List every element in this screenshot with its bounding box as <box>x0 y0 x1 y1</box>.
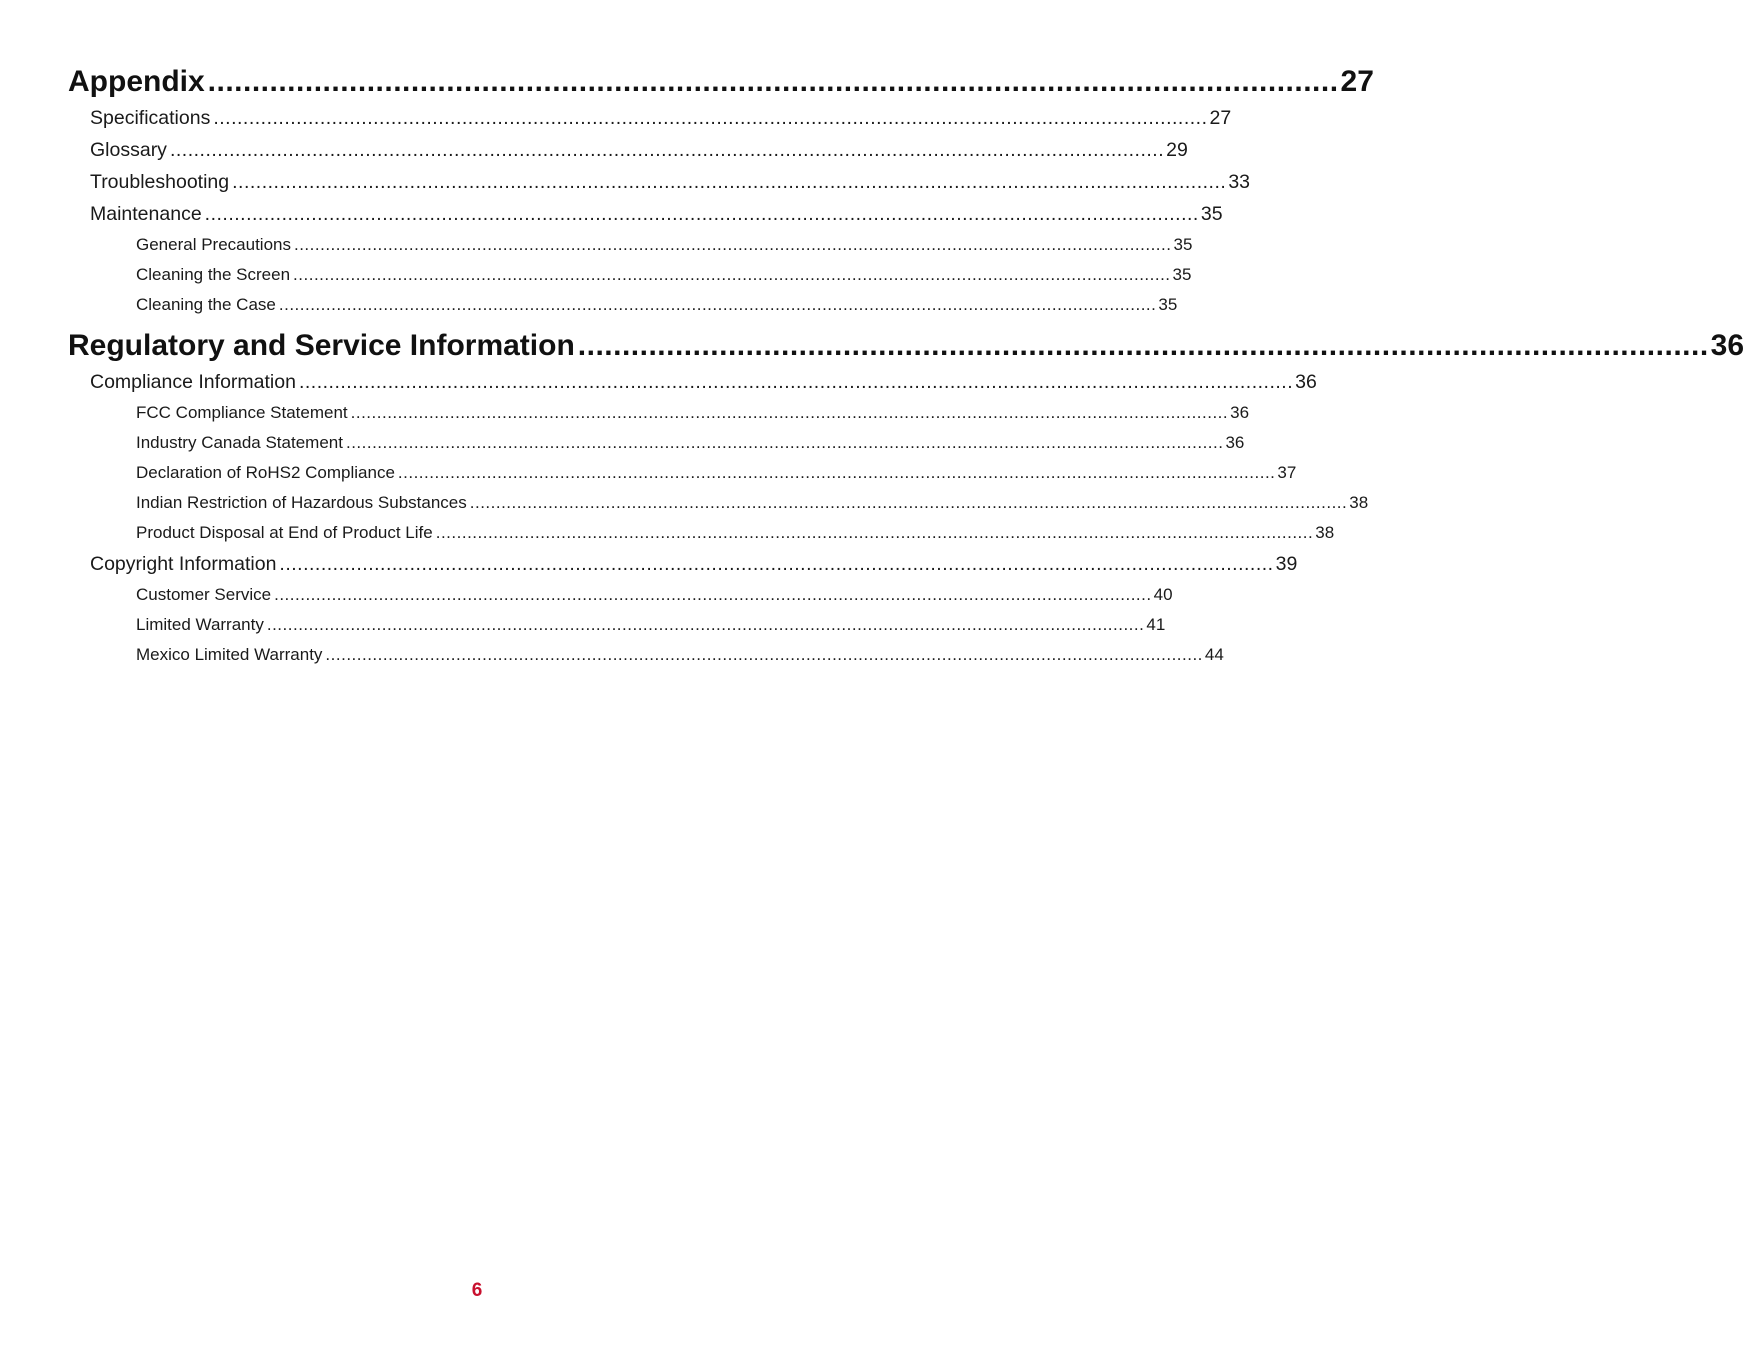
toc-section-glossary[interactable] <box>68 134 1188 166</box>
toc-page-number: 35 <box>1158 295 1178 314</box>
toc-page-number: 36 <box>1295 371 1317 393</box>
toc-page-number: 38 <box>1349 493 1369 512</box>
dot-leader: ........................................................................................................................................................................ <box>469 493 1348 512</box>
dot-leader: ........................................................................................................................................................................ <box>345 433 1224 452</box>
dot-leader: ........................................................................................................................................................................ <box>279 553 1274 575</box>
toc-chapter-title: Appendix <box>68 65 205 98</box>
toc-section-title: Troubleshooting <box>90 171 230 193</box>
toc-subsection-rohs2[interactable] <box>68 458 1297 488</box>
toc-subsection-fcc-compliance[interactable] <box>68 398 1250 428</box>
toc-chapter-appendix[interactable] <box>68 62 1374 102</box>
toc-section-title: Glossary <box>90 139 167 161</box>
toc-subsection-limited-warranty[interactable] <box>68 610 1166 640</box>
toc-section-title: Compliance Information <box>90 371 296 393</box>
toc-subsection-title: FCC Compliance Statement <box>136 403 348 422</box>
toc-page-number: 41 <box>1146 615 1166 634</box>
toc-section-troubleshooting[interactable] <box>68 166 1251 198</box>
toc-subsection-title: Declaration of RoHS2 Compliance <box>136 463 395 482</box>
toc-subsection-cleaning-case[interactable] <box>68 290 1178 320</box>
dot-leader: ........................................................................................................................................................................ <box>232 171 1227 193</box>
dot-leader: ................................................................................................................................ <box>207 65 1339 98</box>
toc-page-number: 36 <box>1710 329 1744 362</box>
toc-section-specifications[interactable] <box>68 102 1232 134</box>
dot-leader: ........................................................................................................................................................................ <box>293 265 1171 284</box>
toc-section-maintenance[interactable] <box>68 198 1223 230</box>
dot-leader: ........................................................................................................................................................................ <box>350 403 1229 422</box>
toc-section-title: Maintenance <box>90 203 202 225</box>
toc-page-number: 33 <box>1228 171 1251 193</box>
toc-subsection-title: Customer Service <box>136 585 272 604</box>
toc-subsection-customer-service[interactable] <box>68 580 1173 610</box>
dot-leader: ........................................................................................................................................................................ <box>397 463 1276 482</box>
toc-subsection-title: Indian Restriction of Hazardous Substances <box>136 493 467 512</box>
toc-subsection-general-precautions[interactable] <box>68 230 1193 260</box>
toc-section-compliance-information[interactable] <box>68 366 1317 398</box>
dot-leader: ........................................................................................................................................................................ <box>435 523 1314 542</box>
dot-leader: ........................................................................................................................................................................ <box>169 139 1165 161</box>
dot-leader: ........................................................................................................................................................................ <box>298 371 1294 393</box>
toc-page-number: 40 <box>1153 585 1173 604</box>
table-of-contents <box>68 62 1744 670</box>
toc-subsection-title: Limited Warranty <box>136 615 264 634</box>
dot-leader: ........................................................................................................................................................................ <box>278 295 1157 314</box>
toc-page-number: 29 <box>1166 139 1188 161</box>
dot-leader: ........................................................................................................................................................................ <box>213 107 1208 129</box>
toc-subsection-title: Industry Canada Statement <box>136 433 343 452</box>
dot-leader: ........................................................................................................................................................................ <box>274 585 1152 604</box>
dot-leader: ........................................................................................................................................................................ <box>325 645 1203 664</box>
toc-page-number: 39 <box>1275 553 1298 575</box>
toc-subsection-cleaning-screen[interactable] <box>68 260 1192 290</box>
toc-page-number: 44 <box>1204 645 1224 664</box>
page-number-footer: 6 <box>471 1280 483 1301</box>
toc-subsection-title: Cleaning the Case <box>136 295 276 314</box>
toc-page-number: 35 <box>1173 235 1193 254</box>
toc-chapter-regulatory[interactable] <box>68 326 1744 366</box>
toc-page-number: 36 <box>1230 403 1250 422</box>
toc-page-number: 36 <box>1225 433 1245 452</box>
dot-leader: ........................................................................................................................................................................ <box>266 615 1145 634</box>
toc-page-number: 35 <box>1172 265 1192 284</box>
toc-section-copyright-information[interactable] <box>68 548 1298 580</box>
toc-subsection-industry-canada[interactable] <box>68 428 1245 458</box>
toc-page-number: 35 <box>1200 203 1223 225</box>
toc-section-title: Specifications <box>90 107 211 129</box>
toc-subsection-title: Mexico Limited Warranty <box>136 645 323 664</box>
toc-page-number: 38 <box>1315 523 1335 542</box>
toc-chapter-title: Regulatory and Service Information <box>68 329 575 362</box>
toc-subsection-product-disposal[interactable] <box>68 518 1335 548</box>
toc-subsection-title: Cleaning the Screen <box>136 265 291 284</box>
toc-page-number: 37 <box>1277 463 1297 482</box>
toc-page-number: 27 <box>1209 107 1232 129</box>
dot-leader: ........................................................................................................................................................................ <box>204 203 1199 225</box>
dot-leader: ................................................................................................................................ <box>577 329 1709 362</box>
toc-subsection-title: Product Disposal at End of Product Life <box>136 523 433 542</box>
dot-leader: ........................................................................................................................................................................ <box>293 235 1172 254</box>
toc-page-number: 27 <box>1340 65 1374 98</box>
toc-subsection-indian-restriction[interactable] <box>68 488 1369 518</box>
toc-section-title: Copyright Information <box>90 553 277 575</box>
toc-subsection-mexico-limited-warranty[interactable] <box>68 640 1224 670</box>
toc-subsection-title: General Precautions <box>136 235 291 254</box>
